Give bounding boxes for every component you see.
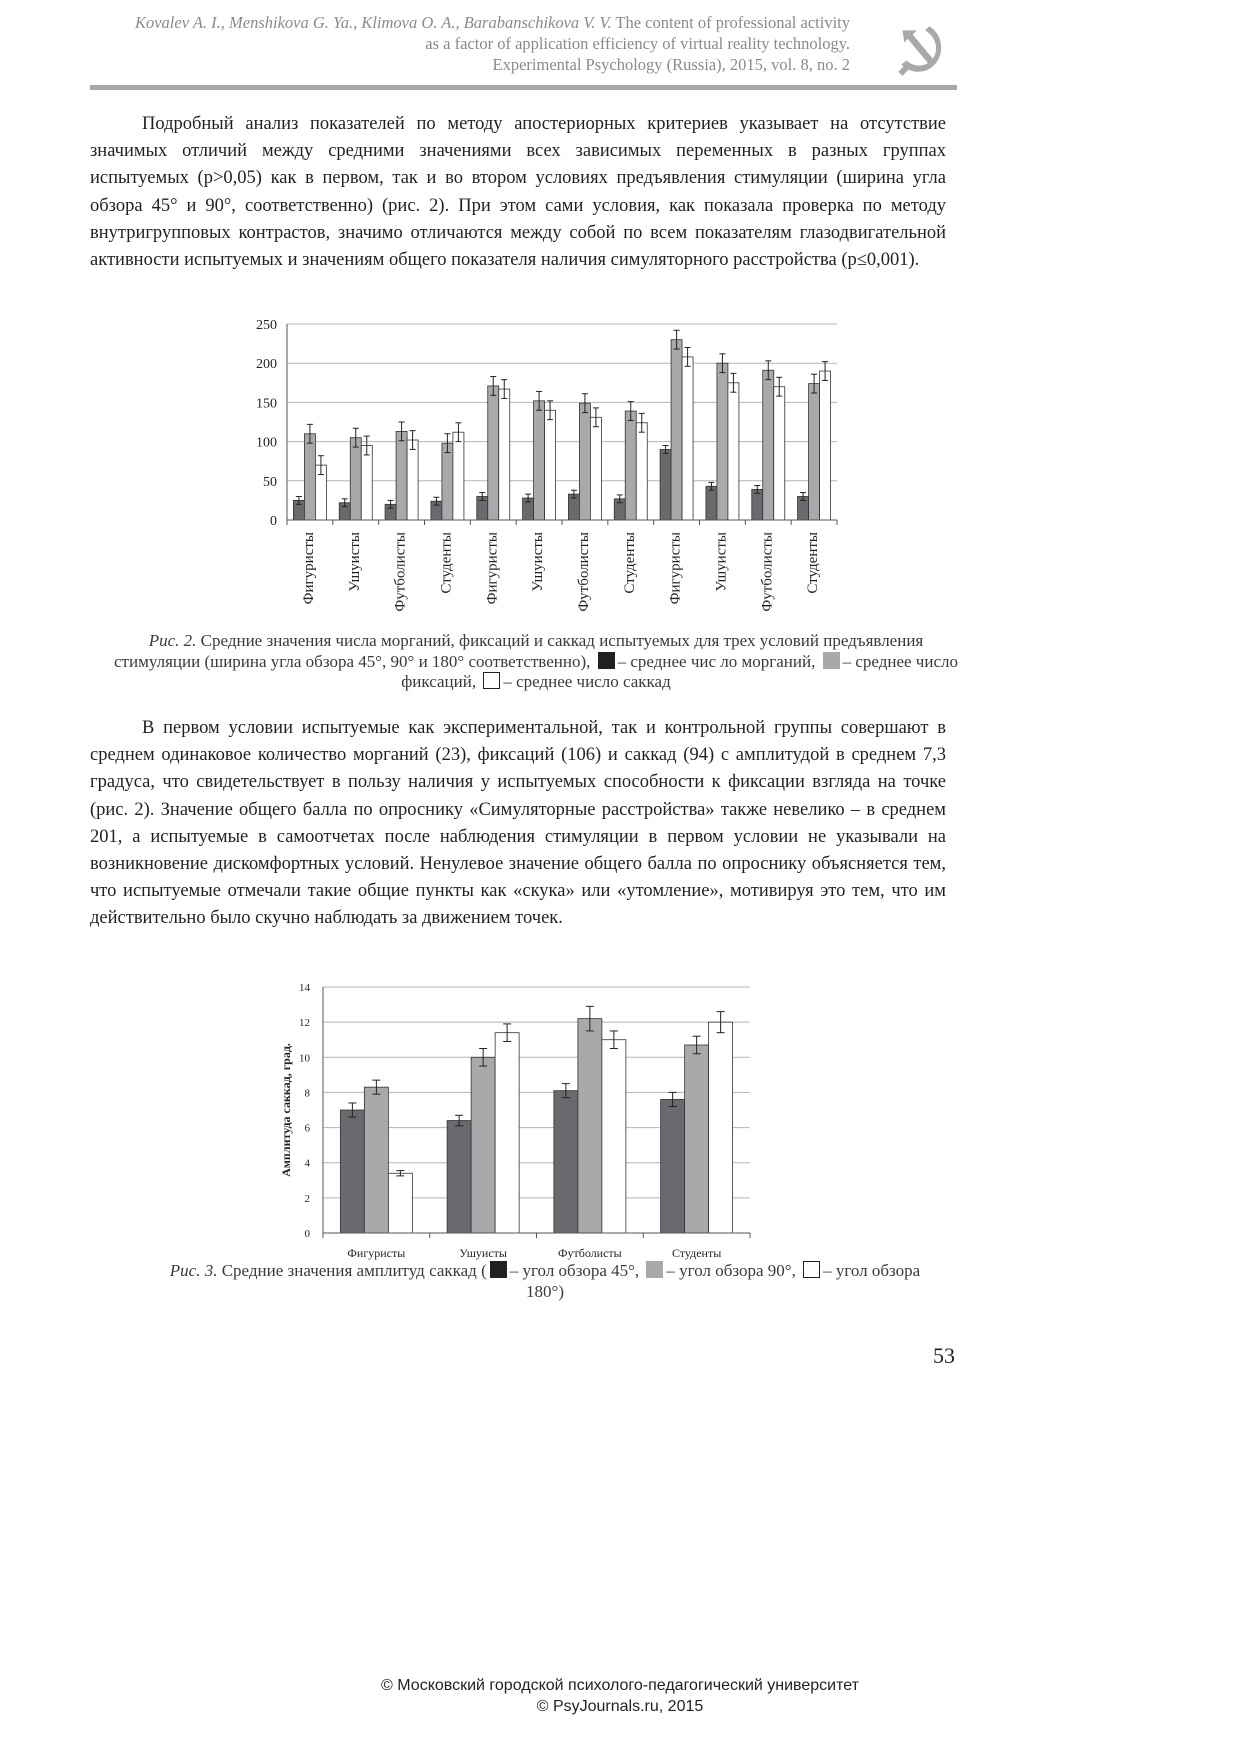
y-tick-label: 200 — [256, 357, 277, 373]
bar — [442, 443, 453, 520]
x-category-label: Ушуисты — [713, 532, 730, 592]
figure-2-caption-text1: Средние значения числа морганий, фиксаций и саккад испытуемых для трех условий предъявления стимуляции (ширина угла обзора 45°, 90° и 180° соответственно), — [114, 631, 924, 671]
bar — [820, 371, 831, 520]
running-header — [90, 12, 850, 75]
x-category-label: Студенты — [805, 532, 822, 594]
y-tick-label: 6 — [304, 1122, 310, 1135]
y-tick-label: 100 — [256, 435, 277, 451]
figure-3-caption-text4: – угол обзора 180°) — [526, 1261, 921, 1301]
body-paragraph-1: Подробный анализ показателей по методу апостериорных критериев указывает на отсутствие значимых отличий между средними значениями всех зависимых переменных в разных группах испытуемых (p>0,05) как в первом, так и во втором условиях предъявления стимуляции (ширина угла обзора 45° и 90°, соответственно) (рис. 2). При этом сами условия, как показала проверка по методу внутригрупповых контрастов, значимо отличаются между собой по всем показателям глазодвигательной активности испытуемых и значениям общего показателя наличия симуляторного расстройства (p≤0,001). — [90, 114, 946, 271]
bar — [590, 417, 601, 520]
x-category-label: Ушуисты — [459, 1246, 507, 1260]
figure-3-caption-text3: – угол обзора 90°, — [666, 1261, 796, 1280]
x-category-label: Фигуристы — [300, 532, 317, 605]
y-tick-label: 0 — [304, 1228, 310, 1240]
x-category-label: Ушуисты — [346, 532, 363, 592]
bar — [763, 370, 774, 520]
legend-swatch-180 — [803, 1261, 820, 1278]
header-journal: Experimental Psychology (Russia), 2015, vol. 8, no. 2 — [492, 55, 850, 74]
x-category-label: Ушуисты — [530, 532, 547, 592]
x-category-label: Фигуристы — [347, 1246, 406, 1260]
figure-3-caption-text2: – угол обзора 45°, — [509, 1261, 640, 1280]
x-category-label: Футболисты — [392, 532, 409, 612]
header-title-part2: as a factor of application efficiency of virtual reality technology. — [425, 34, 850, 53]
x-category-label: Студенты — [671, 1246, 722, 1260]
bar — [625, 411, 636, 520]
x-category-label: Студенты — [621, 532, 638, 594]
x-category-label: Футболисты — [759, 532, 776, 612]
x-category-label: Футболисты — [558, 1246, 622, 1260]
bar — [388, 1173, 412, 1233]
y-axis-label: Амплитуда саккад, град. — [279, 1043, 293, 1177]
bar — [660, 449, 671, 520]
bar — [602, 1040, 626, 1233]
page-number: 53 — [933, 1343, 955, 1368]
bar — [545, 410, 556, 520]
bar — [361, 446, 372, 520]
bar — [499, 389, 510, 520]
figure-2-caption-text2: – среднее чис ло морганий, — [617, 651, 816, 671]
figure-2-label: Рис. 2. — [148, 631, 197, 650]
bar — [407, 440, 418, 520]
footer-line-1: © Московский городской психолого-педагогический университет — [381, 1677, 859, 1694]
figure-2-caption-text3: – среднее число фиксаций, — [401, 651, 958, 691]
legend-swatch-blinks — [598, 652, 615, 669]
page-footer — [0, 1675, 1240, 1717]
bar — [685, 1045, 709, 1233]
bar — [396, 431, 407, 520]
bar — [578, 1019, 602, 1233]
body-paragraph-2: В первом условии испытуемые как экспериментальной, так и контрольной группы совершают в среднем одинаковое количество морганий (23), фиксаций (106) и саккад (94) с амплитудой в среднем 7,3 градуса, что свидетельствует в пользу наличия у испытуемых способности к фиксации взгляда на точке (рис. 2). Значение общего балла по опроснику «Симуляторные расстройства» также невелико – в среднем 201, а испытуемые в самоотчетах после наблюдения стимуляции в первом условии не указывали на возникновение дискомфортных условий. Ненулевое значение общего балла по опроснику объясняется тем, что испытуемые отмечали такие общие пункты как «скука» или «утомление», мотивируя это тем, что им действительно было скучно наблюдать за движением точек. — [90, 718, 946, 929]
bar — [752, 489, 763, 520]
y-tick-label: 0 — [270, 514, 277, 529]
x-category-label: Футболисты — [575, 532, 592, 612]
figure-3-chart — [278, 975, 798, 1265]
x-category-label: Студенты — [438, 532, 455, 594]
bar — [579, 403, 590, 520]
legend-swatch-45 — [490, 1261, 507, 1278]
bar — [304, 434, 315, 520]
y-tick-label: 4 — [304, 1157, 310, 1170]
bar — [340, 1110, 364, 1233]
bar — [471, 1057, 495, 1233]
bar — [364, 1087, 388, 1233]
bar — [682, 357, 693, 520]
y-tick-label: 50 — [263, 474, 277, 490]
header-rule — [90, 85, 957, 90]
bar — [709, 1022, 733, 1233]
bar — [809, 384, 820, 520]
legend-swatch-90 — [646, 1261, 663, 1278]
bar — [661, 1099, 685, 1233]
bar — [728, 383, 739, 520]
y-tick-label: 8 — [304, 1087, 310, 1100]
bar — [636, 423, 647, 520]
bar — [774, 387, 785, 520]
legend-swatch-fixations — [823, 652, 840, 669]
figure-3-label: Рис. 3. — [169, 1261, 218, 1280]
legend-swatch-saccades — [483, 672, 500, 689]
bar — [554, 1091, 578, 1233]
header-title-part1: The content of professional activity — [615, 13, 850, 32]
bar — [447, 1121, 471, 1233]
figure-2-chart — [240, 312, 860, 632]
hammer-sickle-icon — [890, 18, 952, 80]
bar — [453, 432, 464, 520]
figure-2-caption-text4: – среднее число саккад — [503, 672, 671, 691]
bar — [350, 438, 361, 520]
x-category-label: Фигуристы — [667, 532, 684, 605]
y-tick-label: 12 — [299, 1017, 310, 1030]
bar — [488, 386, 499, 520]
y-tick-label: 2 — [304, 1192, 310, 1205]
y-tick-label: 150 — [256, 396, 277, 412]
bar — [717, 363, 728, 520]
bar — [495, 1033, 519, 1233]
figure-3-caption-text1: Средние значения амплитуд саккад ( — [221, 1261, 487, 1280]
bar — [534, 401, 545, 520]
figure-3-caption — [150, 1261, 940, 1302]
figure-2-caption — [113, 631, 959, 693]
bar — [671, 340, 682, 520]
y-tick-label: 14 — [299, 982, 310, 994]
footer-line-2: © PsyJournals.ru, 2015 — [536, 1698, 704, 1715]
header-authors: Kovalev A. I., Menshikova G. Ya., Klimova O. A., Barabanschikova V. V. — [134, 13, 612, 32]
bar — [706, 486, 717, 520]
x-category-label: Фигуристы — [484, 532, 501, 605]
y-tick-label: 250 — [256, 318, 277, 333]
y-tick-label: 10 — [299, 1052, 310, 1065]
